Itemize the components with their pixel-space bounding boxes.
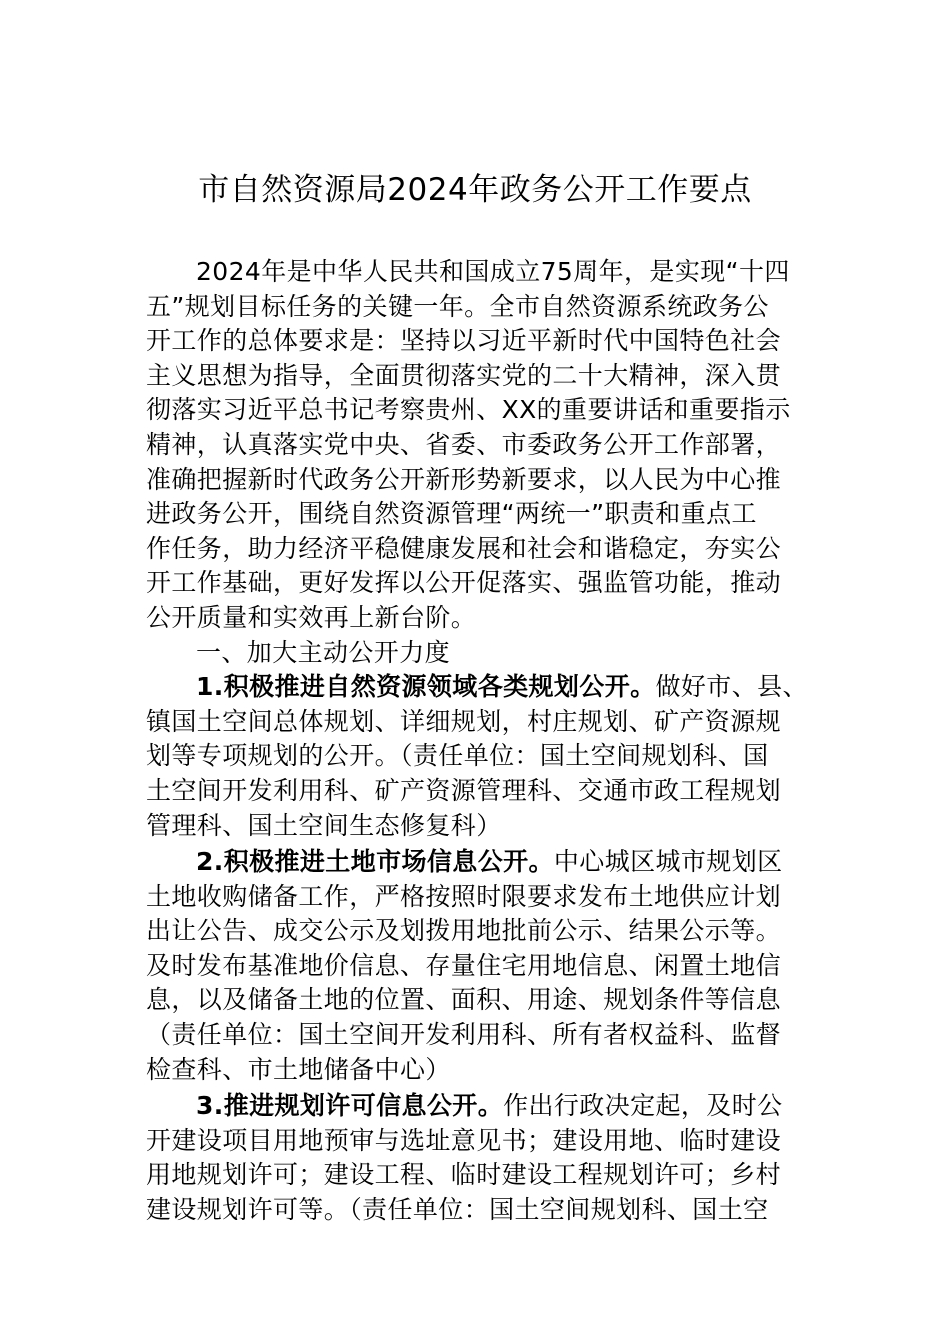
text-line: 进政务公开，围绕自然资源管理“两统一”职责和重点工 bbox=[146, 499, 757, 529]
item-title: 2.积极推进土地市场信息公开。 bbox=[196, 847, 554, 877]
intro-paragraph bbox=[146, 255, 826, 636]
document-body bbox=[146, 255, 826, 1228]
text-line: （责任单位：国土空间开发利用科、所有者权益科、监督 bbox=[146, 1020, 782, 1050]
text-line: 五”规划目标任务的关键一年。全市自然资源系统政务公 bbox=[146, 291, 769, 321]
text-fragment: 作出行政决定起，及时公 bbox=[503, 1091, 783, 1121]
item-2-paragraph bbox=[146, 845, 826, 1087]
text-line: 开建设项目用地预审与选址意见书；建设用地、临时建设 bbox=[146, 1125, 782, 1155]
text-line: 土地收购储备工作，严格按照时限要求发布土地供应计划 bbox=[146, 881, 782, 911]
text-line: 出让公告、成交公示及划拨用地批前公示、结果公示等。 bbox=[146, 916, 782, 946]
text-line: 作任务，助力经济平稳健康发展和社会和谐稳定，夯实公 bbox=[146, 533, 782, 563]
text-line: 息，以及储备土地的位置、面积、用途、规划条件等信息 bbox=[146, 985, 782, 1015]
text-line: 主义思想为指导，全面贯彻落实党的二十大精神，深入贯 bbox=[146, 360, 782, 390]
item-3-paragraph bbox=[146, 1089, 826, 1227]
text-line: 2024年是中华人民共和国成立75周年，是实现“十四 bbox=[196, 257, 790, 286]
text-line: 开工作基础，更好发挥以公开促落实、强监管功能，推动 bbox=[146, 568, 782, 598]
text-line: 准确把握新时代政务公开新形势新要求，以人民为中心推 bbox=[146, 464, 782, 494]
item-title: 1.积极推进自然资源领域各类规划公开。 bbox=[196, 672, 656, 702]
text-line: 彻落实习近平总书记考察贵州、XX的重要讲话和重要指示 bbox=[146, 395, 791, 425]
text-line: 镇国土空间总体规划、详细规划，村庄规划、矿产资源规 bbox=[146, 706, 782, 736]
text-line: 及时发布基准地价信息、存量住宅用地信息、闲置土地信 bbox=[146, 950, 782, 980]
text-line: 精神，认真落实党中央、省委、市委政务公开工作部署， bbox=[146, 429, 782, 459]
section-heading: 一、加大主动公开力度 bbox=[196, 637, 451, 667]
text-line: 检查科、市土地储备中心） bbox=[146, 1054, 451, 1084]
text-line: 用地规划许可；建设工程、临时建设工程规划许可；乡村 bbox=[146, 1160, 782, 1190]
item-title: 3.推进规划许可信息公开。 bbox=[196, 1091, 504, 1121]
item-1-paragraph bbox=[146, 670, 826, 843]
text-fragment: 中心城区城市规划区 bbox=[553, 847, 783, 877]
text-fragment: 做好市、县、 bbox=[655, 672, 808, 702]
text-line: 划等专项规划的公开。（责任单位：国土空间规划科、国 bbox=[146, 741, 769, 771]
document-title: 市自然资源局2024年政务公开工作要点 bbox=[198, 172, 752, 208]
text-line: 管理科、国土空间生态修复科） bbox=[146, 810, 502, 840]
text-line: 公开质量和实效再上新台阶。 bbox=[146, 602, 477, 632]
text-line: 开工作的总体要求是：坚持以习近平新时代中国特色社会 bbox=[146, 326, 782, 356]
text-line: 土空间开发利用科、矿产资源管理科、交通市政工程规划 bbox=[146, 775, 782, 805]
text-line: 建设规划许可等。（责任单位：国土空间规划科、国土空 bbox=[146, 1195, 769, 1225]
